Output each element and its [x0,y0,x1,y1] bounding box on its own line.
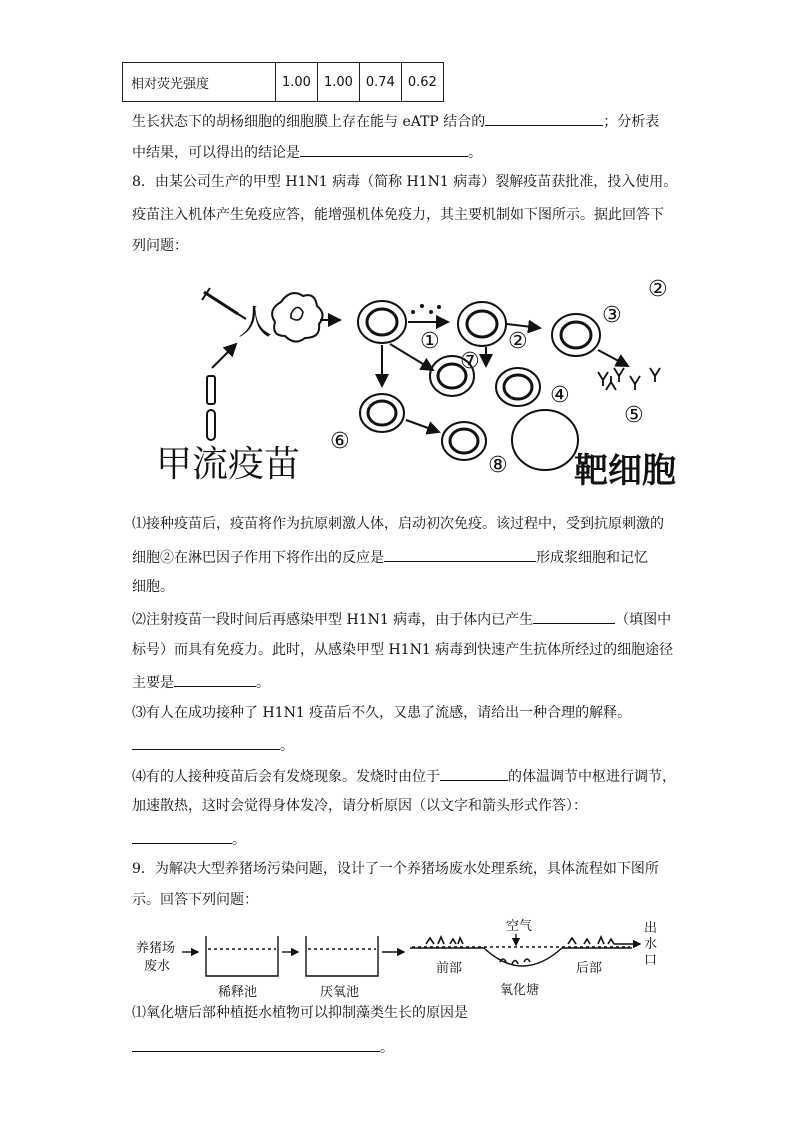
q8-p1-c: 细胞。 [132,579,174,595]
q8-p4-a [132,765,676,787]
outlet-label-1: 出 [644,921,658,936]
target-cell-label: 靶细胞 [574,451,676,491]
antigen-dots [411,304,441,314]
aquatic-plants-icon [426,937,614,964]
label-7: ⑦ [460,349,480,374]
q8-text: 。 [280,738,294,754]
q8-text: ⑵注射疫苗一段时间后再感染甲型 H1N1 病毒，由于体内已产生 [132,612,534,628]
q8-text: 主要是 [132,675,174,691]
q8-p2-b: 标号）而具有免疫力。此时，从感染甲型 H1N1 病毒到快速产生抗体所经过的细胞途径 [132,642,674,658]
dilution-tank [206,936,278,976]
wastewater-system-figure [132,914,672,1000]
table-row [123,63,444,102]
oxidation-pond-label: 氧化塘 [500,983,540,998]
q7-line-2 [132,141,482,163]
cytotoxic-t-cell [442,422,486,460]
antigen-presenting-cell [272,293,322,341]
q7-line-1 [132,110,659,132]
vaccine-label: 甲流疫苗 [156,444,301,485]
q9-text: 。 [380,1040,394,1056]
table-cell: 1.00 [276,63,318,102]
plasma-cell [552,314,600,356]
q9-p1-b [132,1036,394,1058]
label-1: ① [420,329,440,354]
q9-intro-2: 示。回答下列问题： [132,892,258,908]
q8-p4-b: 加速散热，这时会觉得身体发冷，请分析原因（以文字和箭头形式作答）： [132,798,587,814]
answer-blank[interactable] [485,110,603,126]
source-label-2: 废水 [144,959,171,974]
q8-p3-a: ⑶有人在成功接种了 H1N1 疫苗后不久，又患了流感，请给出一种合理的解释。 [132,705,632,721]
answer-blank[interactable] [384,546,536,562]
dilution-tank-label: 稀释池 [218,985,258,1000]
person-label: 人 [238,303,272,343]
label-4: ④ [550,383,570,408]
antibodies [598,368,660,390]
b-cell [458,302,506,346]
q8-p1-b [132,546,648,568]
q8-p3-b [132,734,294,756]
source-label-1: 养猪场 [136,941,176,956]
q8-text: ⑷有的人接种疫苗后会有发烧现象。发烧时由位于 [132,769,440,785]
answer-blank[interactable] [132,1036,380,1052]
q8-p2-c [132,671,270,693]
air-label: 空气 [506,919,533,934]
effector-t-cell [360,394,404,432]
label-5: ⑤ [624,403,644,428]
q8-text: 。 [256,675,270,691]
table-row-label: 相对荧光强度 [123,63,276,102]
outlet-label-3: 口 [644,953,658,968]
anaerobic-tank [306,936,378,976]
q8-intro-2: 疫苗注入机体产生免疫应答，能增强机体免疫力，其主要机制如下图所示。据此回答下 [132,207,664,223]
t-cell [358,301,406,343]
answer-blank[interactable] [174,671,256,687]
label-8: ⑧ [488,453,508,478]
answer-blank[interactable] [132,734,280,750]
target-cell [512,410,578,470]
immune-response-figure [150,272,690,494]
q9-intro-1: 9．为解决大型养猪场污染问题，设计了一个养猪场废水处理系统，具体流程如下图所 [132,861,659,877]
label-3: ③ [602,303,622,328]
outlet-label-2: 水 [644,937,658,952]
q7-text: 生长状态下的胡杨细胞的细胞膜上存在能与 eATP 结合的 [132,114,486,130]
table-cell: 1.00 [317,63,359,102]
front-section-label: 前部 [436,961,463,976]
q8-text: 。 [232,832,246,848]
answer-blank[interactable] [533,608,615,624]
label-2-corner: ② [648,277,668,302]
answer-blank[interactable] [440,765,508,781]
q8-text: 细胞②在淋巴因子作用下将作出的反应是 [132,550,384,566]
table-cell: 0.74 [359,63,401,102]
q8-intro-3: 列问题： [132,238,188,254]
q8-text: 的体温调节中枢进行调节， [508,769,676,785]
relative-fluorescence-table [122,62,444,102]
table-cell: 0.62 [401,63,443,102]
q8-p4-c [132,828,246,850]
memory-b-cell [496,368,540,406]
q7-text: 中结果，可以得出的结论是 [132,145,300,161]
label-6: ⑥ [330,429,350,454]
vaccine-vial-icon [207,376,215,440]
q8-text: 形成浆细胞和记忆 [536,550,648,566]
q8-p2-a [132,608,671,630]
label-2: ② [508,329,528,354]
answer-blank[interactable] [132,828,232,844]
q7-text: ；分析表 [603,114,660,130]
q8-p1-a: ⑴接种疫苗后，疫苗将作为抗原刺激人体，启动初次免疫。该过程中，受到抗原刺激的 [132,516,664,532]
q7-text: 。 [468,145,482,161]
anaerobic-tank-label: 厌氧池 [320,985,360,1000]
q9-p1-a: ⑴氧化塘后部种植挺水植物可以抑制藻类生长的原因是 [132,1005,468,1021]
answer-blank[interactable] [300,141,468,157]
q8-intro-1: 8．由某公司生产的甲型 H1N1 病毒（简称 H1N1 病毒）裂解疫苗获批准，投入使用。 [132,174,678,190]
q8-text: （填图中 [615,612,672,628]
back-section-label: 后部 [576,961,603,976]
